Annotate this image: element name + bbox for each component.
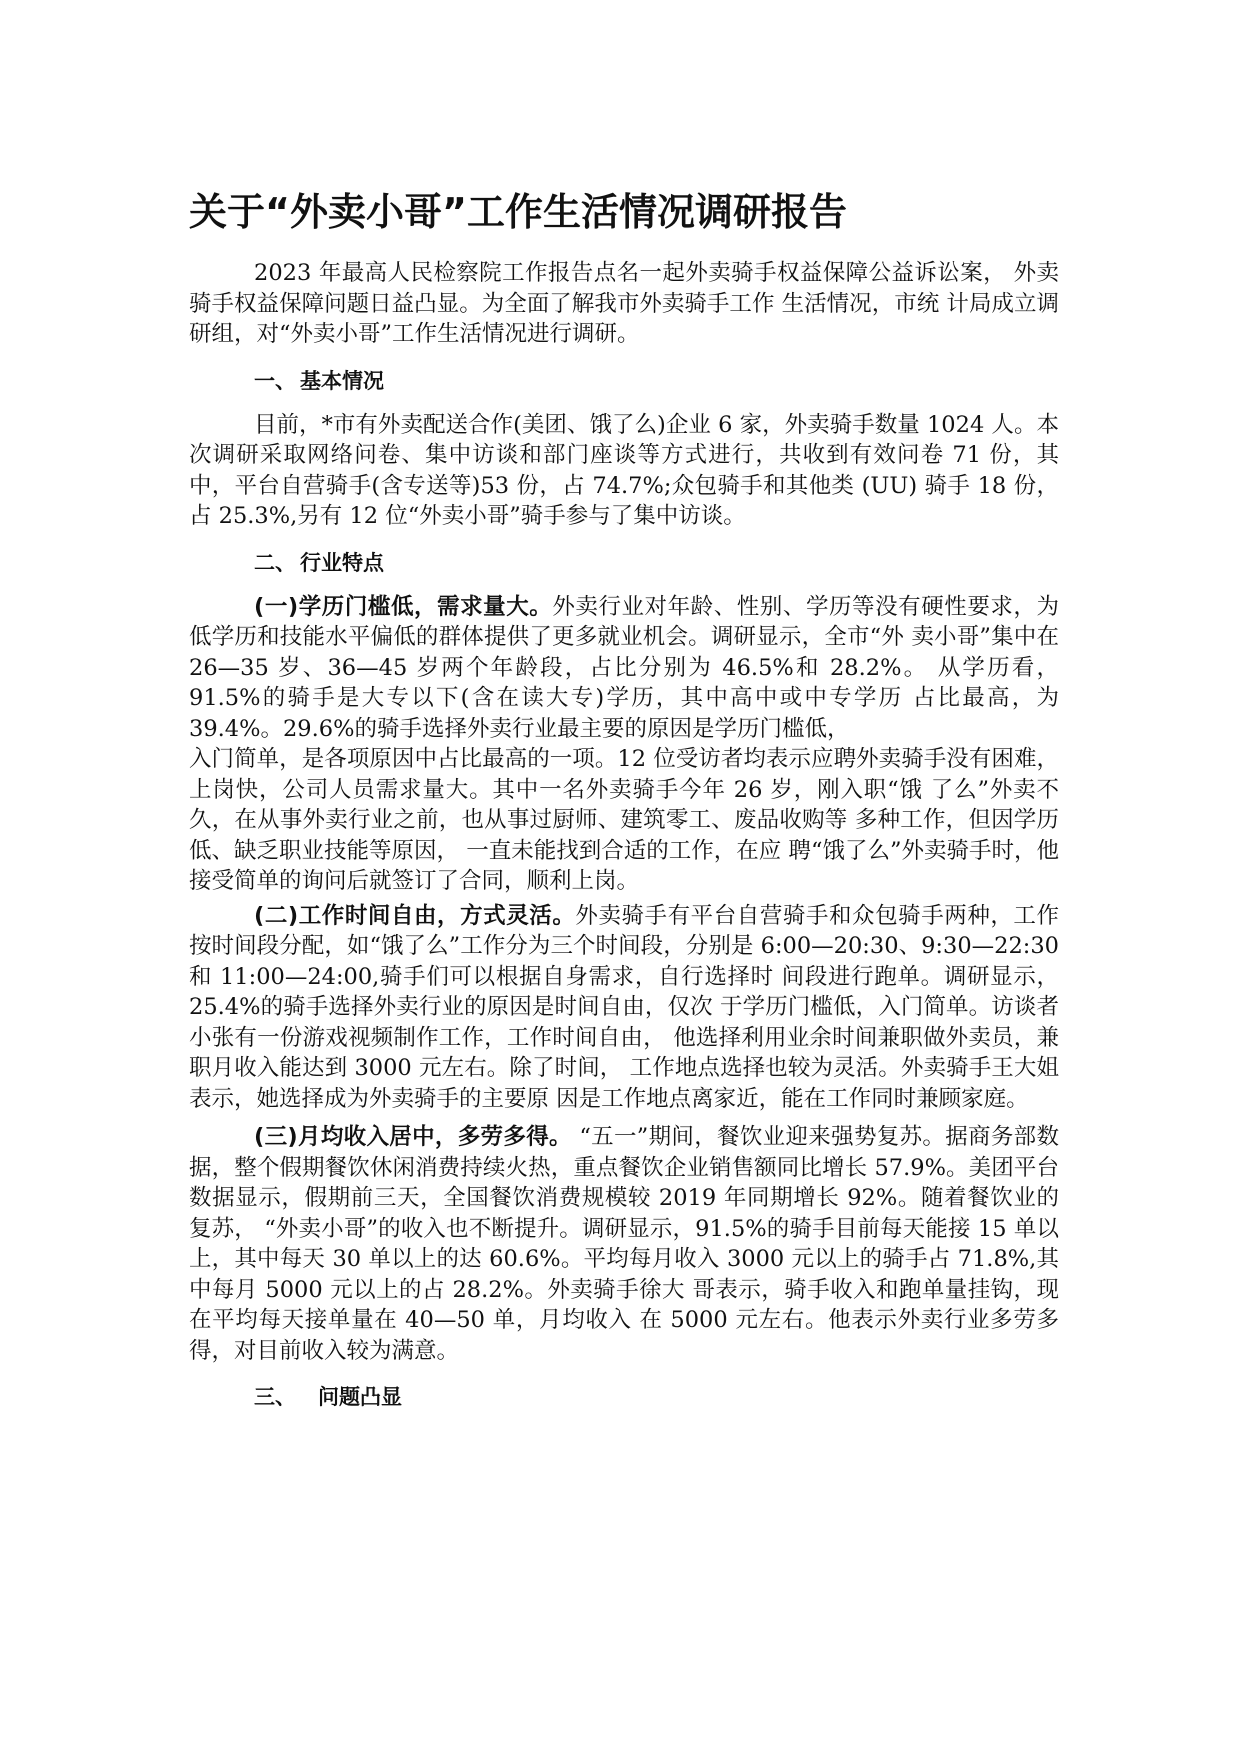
paragraph-body: 外卖行业对年龄、性别、学历等没有硬性要求，为低学历和技能水平偏低的群体提供了更多就业机会。调研显示，全市“外 卖小哥”集中在 26—35 岁、36—45 岁两个年龄段，占比分别为 46.5%和 28.2%。 从学历看，91.5%的骑手是大专以下(含在读大专)学历，其中高中或中专学历 占比最高，为 39.4%。29.6%的骑手选择外卖行业最主要的原因是学历门槛低，	[189, 593, 1059, 742]
feature-paragraph-low-threshold	[189, 592, 1059, 745]
paragraph-body: 外卖骑手有平台自营骑手和众包骑手两种，工作按时间段分配，如“饿了么”工作分为三个时间段，分别是 6:00—20:30、9:30—22:30 和 11:00—24:00,骑手们可以根据自身需求，自行选择时 间段进行跑单。调研显示，25.4%的骑手选择外卖行业的原因是时间自由，仅次 于学历门槛低，入门简单。访谈者小张有一份游戏视频制作工作，工作时间自由， 他选择利用业余时间兼职做外卖员，兼职月收入能达到 3000 元左右。除了时间， 工作地点选择也较为灵活。外卖骑手王大姐表示，她选择成为外卖骑手的主要原 因是工作地点离家近，能在工作同时兼顾家庭。	[189, 902, 1059, 1112]
basic-situation-paragraph: 目前，*市有外卖配送合作(美团、饿了么)企业 6 家，外卖骑手数量 1024 人。本次调研采取网络问卷、集中访谈和部门座谈等方式进行，共收到有效问卷 71 份，其中，平台自营骑手(含专送等)53 份，占 74.7%;众包骑手和其他类 (UU) 骑手 18 份，占 25.3%,另有 12 位“外卖小哥”骑手参与了集中访谈。	[189, 411, 1059, 529]
section-title: 问题凸显	[318, 1385, 402, 1409]
document-title: 关于“外卖小哥”工作生活情况调研报告	[189, 190, 847, 234]
section-number: 二、	[254, 550, 296, 575]
paragraph-lead: (二)工作时间自由，方式灵活。	[254, 902, 576, 929]
document-content	[189, 186, 1059, 1426]
section-heading-problems	[189, 1382, 1059, 1412]
intro-paragraph: 2023 年最高人民检察院工作报告点名一起外卖骑手权益保障公益诉讼案， 外卖骑手权益保障问题日益凸显。为全面了解我市外卖骑手工作 生活情况，市统 计局成立调研组，对“外卖小哥”工作生活情况进行调研。	[189, 260, 1059, 347]
section-heading-basic-situation	[189, 366, 1059, 396]
section-title: 基本情况	[300, 368, 384, 393]
feature-paragraph-low-threshold-continued: 入门简单，是各项原因中占比最高的一项。12 位受访者均表示应聘外卖骑手没有困难，上岗快，公司人员需求量大。其中一名外卖骑手今年 26 岁，刚入职“饿 了么”外卖不久，在从事外卖行业之前，也从事过厨师、建筑零工、废品收购等 多种工作，但因学历低、缺乏职业技能等原因， 一直未能找到合适的工作，在应 聘“饿了么”外卖骑手时，他接受简单的询问后就签订了合同，顺利上岗。	[189, 746, 1059, 894]
section-number: 一、	[254, 368, 296, 393]
paragraph-lead: (一)学历门槛低，需求量大。	[254, 593, 553, 620]
feature-paragraph-flexible-time	[189, 901, 1059, 1115]
paragraph-body: “五一”期间，餐饮业迎来强势复苏。据商务部数据，整个假期餐饮休闲消费持续火热，重点餐饮企业销售额同比增长 57.9%。美团平台数据显示，假期前三天，全国餐饮消费规模较 2019 年同期增长 92%。随着餐饮业的复苏， “外卖小哥”的收入也不断提升。调研显示，91.5%的骑手目前每天能接 15 单以上，其中每天 30 单以上的达 60.6%。平均每月收入 3000 元以上的骑手占 71.8%,其中每月 5000 元以上的占 28.2%。外卖骑手徐大 哥表示，骑手收入和跑单量挂钩，现在平均每天接单量在 40—50 单，月均收入 在 5000 元左右。他表示外卖行业多劳多得，对目前收入较为满意。	[189, 1124, 1059, 1364]
section-title: 行业特点	[300, 550, 384, 575]
paragraph-lead: (三)月均收入居中，多劳多得。	[254, 1124, 572, 1150]
section-number: 三、	[254, 1385, 296, 1409]
feature-paragraph-income	[189, 1122, 1059, 1366]
section-heading-industry-features	[189, 548, 1059, 578]
